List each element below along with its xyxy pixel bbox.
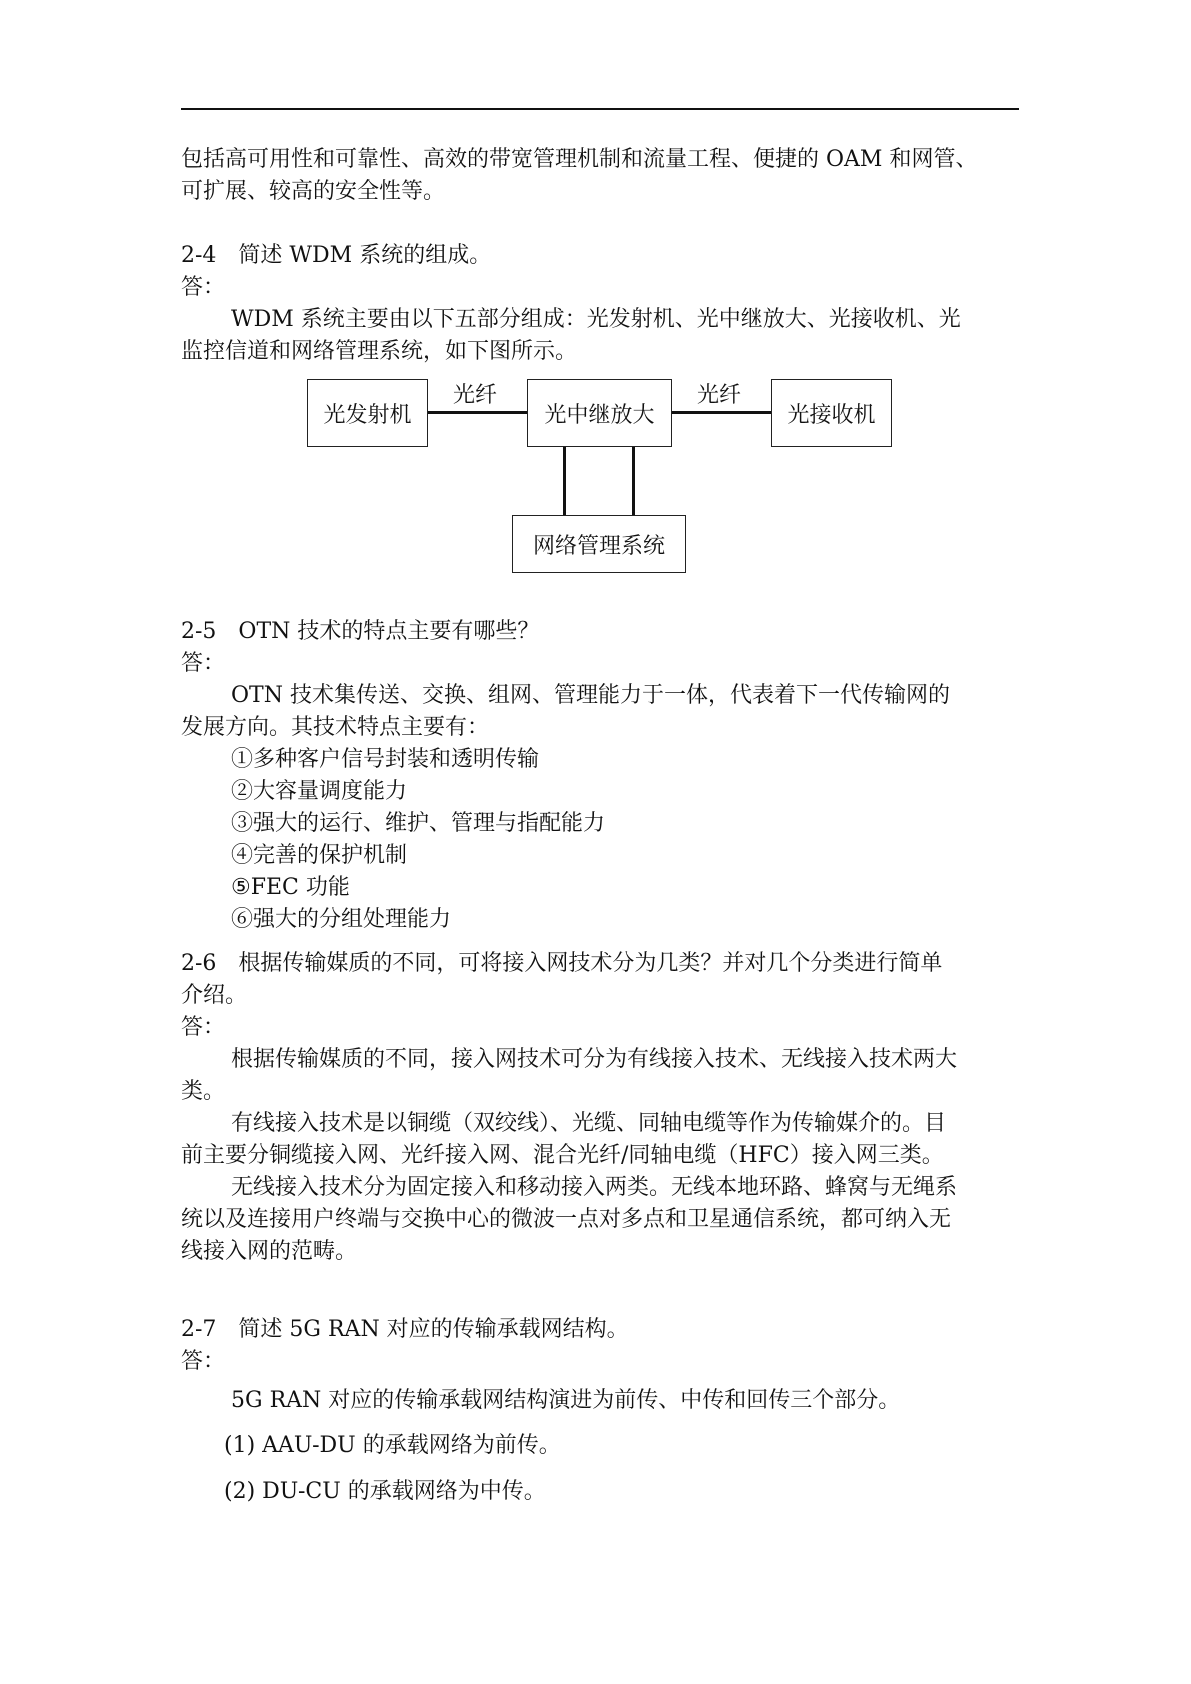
header-rule bbox=[181, 108, 1019, 110]
text-line: WDM 系统主要由以下五部分组成：光发射机、光中继放大、光接收机、光 bbox=[231, 307, 961, 332]
text-line: 根据传输媒质的不同，接入网技术可分为有线接入技术、无线接入技术两大 bbox=[231, 1047, 958, 1072]
question-title: 2-4 简述 WDM 系统的组成。 bbox=[181, 243, 492, 268]
text-line: 监控信道和网络管理系统，如下图所示。 bbox=[181, 339, 578, 364]
nms-link-right bbox=[632, 447, 635, 515]
question-2-4 bbox=[181, 240, 1019, 368]
list-item: ⑤FEC 功能 bbox=[231, 875, 350, 900]
list-item: ④完善的保护机制 bbox=[231, 843, 408, 868]
answer-label: 答： bbox=[181, 1349, 226, 1374]
question-title: 介绍。 bbox=[181, 983, 248, 1008]
question-2-7 bbox=[181, 1314, 1019, 1378]
text-line: 类。 bbox=[181, 1079, 226, 1104]
nms-link-left bbox=[563, 447, 566, 515]
nms-box: 网络管理系统 bbox=[512, 515, 686, 573]
text-line: 5G RAN 对应的传输承载网结构演进为前传、中传和回传三个部分。 bbox=[231, 1388, 901, 1413]
list-item: ①多种客户信号封装和透明传输 bbox=[231, 747, 540, 772]
receiver-box: 光接收机 bbox=[771, 379, 892, 447]
text-line: OTN 技术集传送、交换、组网、管理能力于一体，代表着下一代传输网的 bbox=[231, 683, 950, 708]
text-line: 可扩展、较高的安全性等。 bbox=[181, 179, 446, 204]
text-line: 前主要分铜缆接入网、光纤接入网、混合光纤/同轴电缆（HFC）接入网三类。 bbox=[181, 1143, 944, 1168]
text-line: 统以及连接用户终端与交换中心的微波一点对多点和卫星通信系统，都可纳入无 bbox=[181, 1207, 952, 1232]
q27-answer-line bbox=[181, 1385, 1019, 1417]
fiber-label-1: 光纤 bbox=[453, 383, 498, 408]
fiber-link-2 bbox=[672, 411, 771, 414]
question-title: 2-6 根据传输媒质的不同，可将接入网技术分为几类？并对几个分类进行简单 bbox=[181, 951, 943, 976]
list-item: ③强大的运行、维护、管理与指配能力 bbox=[231, 811, 606, 836]
text-line: 线接入网的范畴。 bbox=[181, 1239, 358, 1264]
question-2-5 bbox=[181, 616, 1019, 936]
text-line: 包括高可用性和可靠性、高效的带宽管理机制和流量工程、便捷的 OAM 和网管、 bbox=[181, 147, 978, 172]
text-line: 无线接入技术分为固定接入和移动接入两类。无线本地环路、蜂窝与无绳系 bbox=[231, 1175, 958, 1200]
list-item: ②大容量调度能力 bbox=[231, 779, 408, 804]
q27-item-2 bbox=[181, 1476, 1019, 1508]
fiber-link-1 bbox=[428, 411, 527, 414]
intro-paragraph bbox=[181, 144, 1019, 208]
fiber-label-2: 光纤 bbox=[697, 383, 742, 408]
list-item: (1) AAU-DU 的承载网络为前传。 bbox=[224, 1433, 561, 1458]
answer-label: 答： bbox=[181, 651, 226, 676]
answer-label: 答： bbox=[181, 1015, 226, 1040]
list-item: (2) DU-CU 的承载网络为中传。 bbox=[224, 1479, 546, 1504]
answer-label: 答： bbox=[181, 275, 226, 300]
text-line: 发展方向。其技术特点主要有： bbox=[181, 715, 490, 740]
q27-item-1 bbox=[181, 1430, 1019, 1462]
question-2-6 bbox=[181, 948, 1019, 1268]
amplifier-box: 光中继放大 bbox=[527, 379, 672, 447]
question-title: 2-7 简述 5G RAN 对应的传输承载网结构。 bbox=[181, 1317, 629, 1342]
transmitter-box: 光发射机 bbox=[307, 379, 428, 447]
text-line: 有线接入技术是以铜缆（双绞线）、光缆、同轴电缆等作为传输媒介的。目 bbox=[231, 1111, 947, 1136]
list-item: ⑥强大的分组处理能力 bbox=[231, 907, 452, 932]
question-title: 2-5 OTN 技术的特点主要有哪些？ bbox=[181, 619, 540, 644]
